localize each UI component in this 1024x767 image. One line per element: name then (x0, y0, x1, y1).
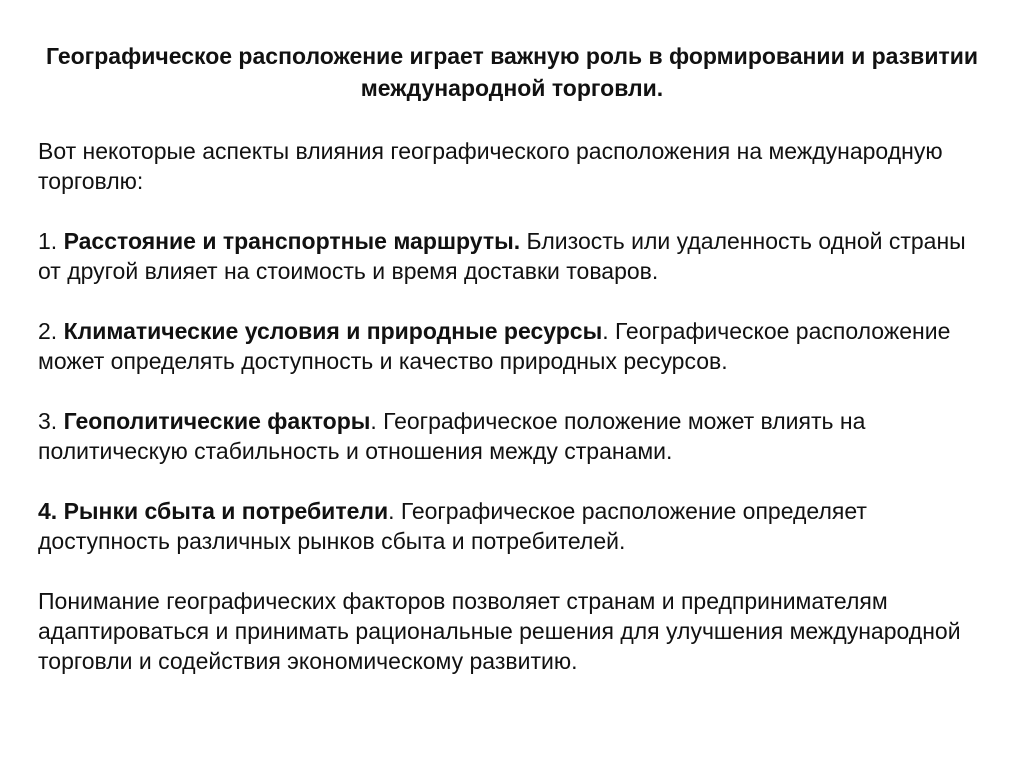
item-heading: Климатические условия и природные ресурсы (63, 318, 603, 344)
list-item (38, 406, 990, 466)
list-item (38, 226, 990, 286)
slide-title: Географическое расположение играет важную роль в формировании и развитии международной торговли. (45, 43, 979, 101)
slide-body (38, 136, 990, 706)
item-text: . Географическое расположение может определять доступность и качество природных ресурсов. (38, 318, 951, 374)
list-item (38, 316, 990, 376)
list-item (38, 496, 990, 556)
item-number: 1. (38, 228, 58, 254)
conclusion-paragraph: Понимание географических факторов позволяет странам и предпринимателям адаптироваться и принимать рациональные решения для улучшения международной торговли и содействия экономическому развитию. (38, 588, 961, 674)
item-heading: Геополитические факторы (63, 408, 371, 434)
item-number: 3. (38, 408, 58, 434)
item-number: 2. (38, 318, 58, 344)
item-heading: Расстояние и транспортные маршруты. (63, 228, 521, 254)
item-text: Близость или удаленность одной страны от другой влияет на стоимость и время доставки товаров. (38, 228, 966, 284)
item-number: 4. (38, 498, 64, 524)
item-text: . Географическое положение может влиять на политическую стабильность и отношения между странами. (38, 408, 866, 464)
item-heading: Рынки сбыта и потребители (63, 498, 389, 524)
intro-paragraph: Вот некоторые аспекты влияния географического расположения на международную торговлю: (38, 138, 943, 194)
item-text: . Географическое расположение определяет доступность различных рынков сбыта и потребителей. (38, 498, 867, 554)
